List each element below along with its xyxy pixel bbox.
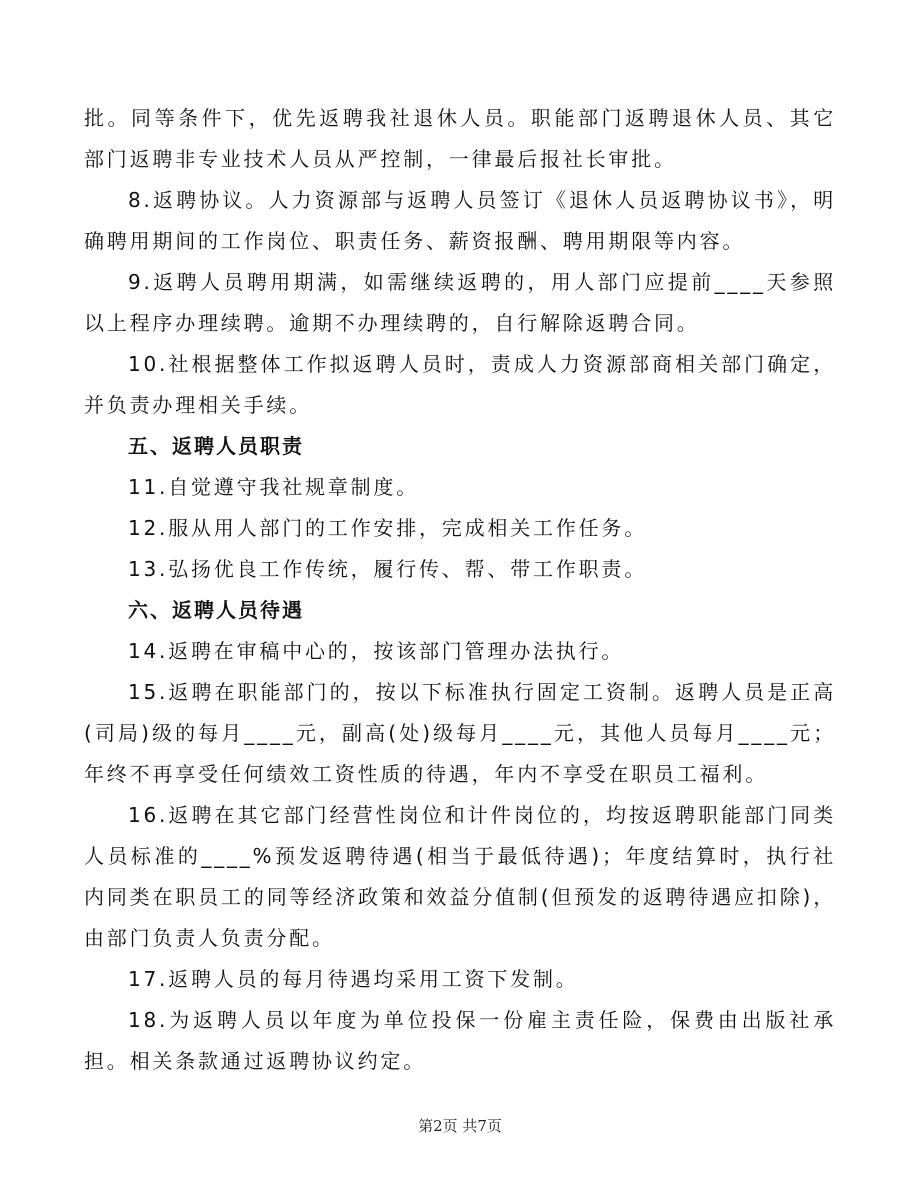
paragraph-continuation: 批。同等条件下，优先返聘我社退休人员。职能部门返聘退休人员、其它部门返聘非专业技术人员从严控制，一律最后报社长审批。 <box>84 106 836 171</box>
section-heading-5: 五、返聘人员职责 <box>128 434 304 458</box>
paragraph-18: 18.为返聘人员以年度为单位投保一份雇主责任险，保费由出版社承担。相关条款通过返聘协议约定。 <box>84 1008 836 1073</box>
paragraph-8: 8.返聘协议。人力资源部与返聘人员签订《退休人员返聘协议书》，明确聘用期间的工作岗位、职责任务、薪资报酬、聘用期限等内容。 <box>84 188 836 253</box>
paragraph-17: 17.返聘人员的每月待遇均采用工资下发制。 <box>128 967 579 991</box>
page-footer: 第2页 共7页 <box>418 1117 502 1135</box>
paragraph-12: 12.服从用人部门的工作安排，完成相关工作任务。 <box>128 516 648 540</box>
section-heading-6: 六、返聘人员待遇 <box>128 598 304 622</box>
paragraph-16: 16.返聘在其它部门经营性岗位和计件岗位的，均按返聘职能部门同类人员标准的____%预发返聘待遇(相当于最低待遇)；年度结算时，执行社内同类在职员工的同等经济政策和效益分值制(但预发的返聘待遇应扣除)，由部门负责人负责分配。 <box>84 803 836 950</box>
paragraph-11: 11.自觉遵守我社规章制度。 <box>128 475 420 499</box>
paragraph-9: 9.返聘人员聘用期满，如需继续返聘的，用人部门应提前____天参照以上程序办理续聘。逾期不办理续聘的，自行解除返聘合同。 <box>84 270 836 335</box>
paragraph-10: 10.社根据整体工作拟返聘人员时，责成人力资源部商相关部门确定，并负责办理相关手续。 <box>84 352 836 417</box>
paragraph-13: 13.弘扬优良工作传统，履行传、帮、带工作职责。 <box>128 557 648 581</box>
paragraph-14: 14.返聘在审稿中心的，按该部门管理办法执行。 <box>128 639 625 663</box>
paragraph-15: 15.返聘在职能部门的，按以下标准执行固定工资制。返聘人员是正高(司局)级的每月____元，副高(处)级每月____元，其他人员每月____元；年终不再享受任何绩效工资性质的待遇，年内不享受在职员工福利。 <box>84 680 836 786</box>
